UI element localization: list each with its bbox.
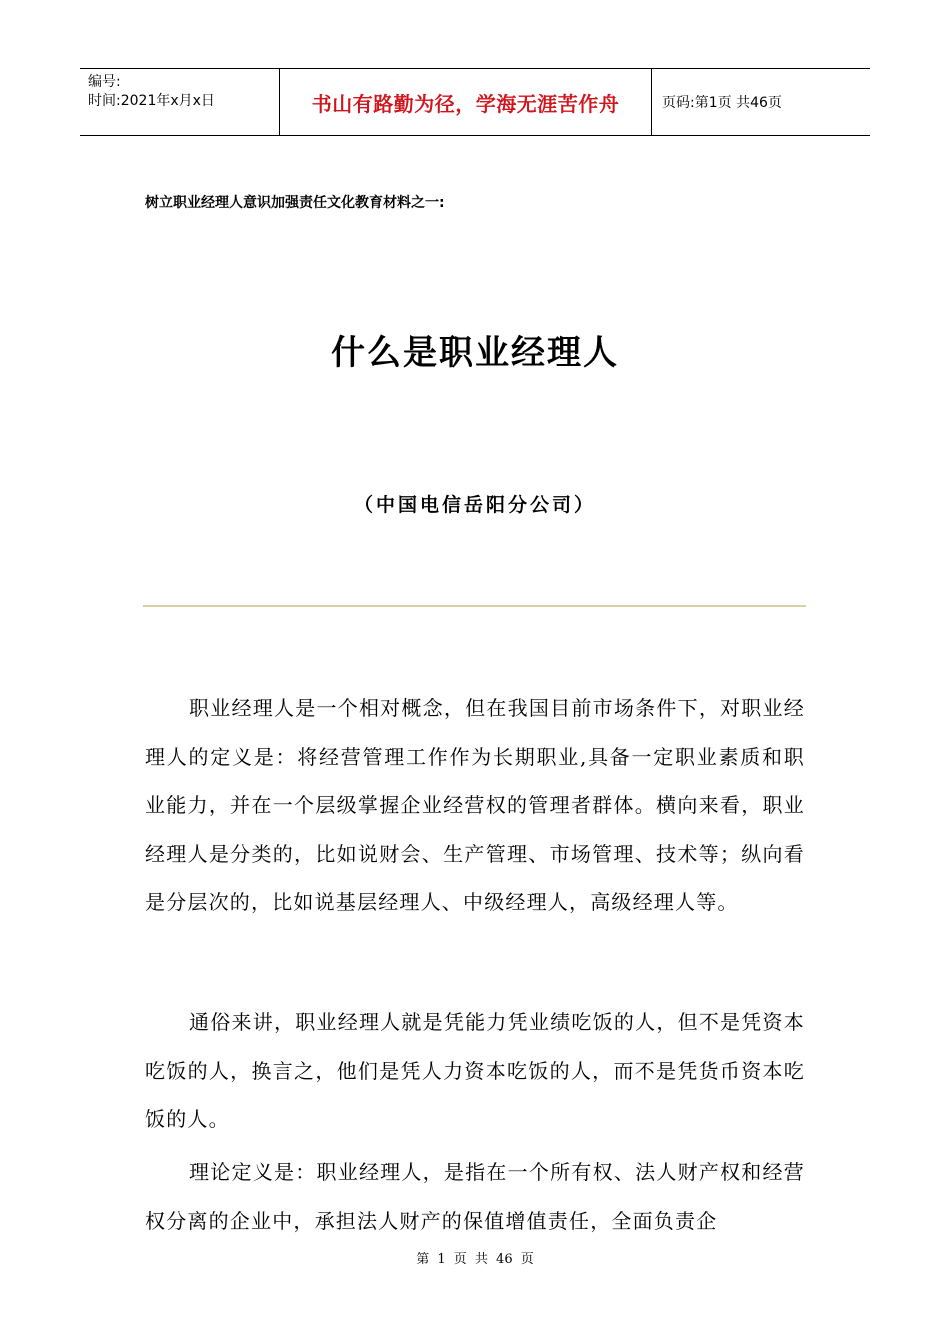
document-header: [80, 68, 870, 136]
header-motto: 书山有路勤为径，学海无涯苦作舟: [280, 69, 652, 135]
body-paragraph: 理论定义是：职业经理人，是指在一个所有权、法人财产权和经营权分离的企业中，承担法人财产的保值增值责任，全面负责企: [145, 1160, 805, 1233]
page-footer: 第 1 页 共 46 页: [416, 1252, 534, 1267]
header-meta-cell: [80, 69, 280, 135]
document-title: 什么是职业经理人: [331, 333, 619, 373]
body-paragraph: 通俗来讲，职业经理人就是凭能力凭业绩吃饭的人，但不是凭资本吃饭的人，换言之，他们是凭人力资本吃饭的人，而不是凭货币资本吃饭的人。: [145, 1010, 805, 1132]
body-paragraph: 职业经理人是一个相对概念，但在我国目前市场条件下，对职业经理人的定义是：将经营管理工作作为长期职业,具备一定职业素质和职业能力，并在一个层级掌握企业经营权的管理者群体。横向来看，职业经理人是分类的，比如说财会、生产管理、市场管理、技术等；纵向看是分层次的，比如说基层经理人、中级经理人，高级经理人等。: [145, 696, 805, 915]
section-divider: [143, 605, 806, 607]
header-page-info: 页码:第1页 共46页: [662, 95, 782, 111]
document-note: 树立职业经理人意识加强责任文化教育材料之一:: [145, 195, 445, 211]
document-subtitle: （中国电信岳阳分公司）: [353, 494, 596, 516]
number-label: 编号:: [88, 74, 121, 90]
time-label: 时间:2021年x月x日: [88, 93, 215, 109]
